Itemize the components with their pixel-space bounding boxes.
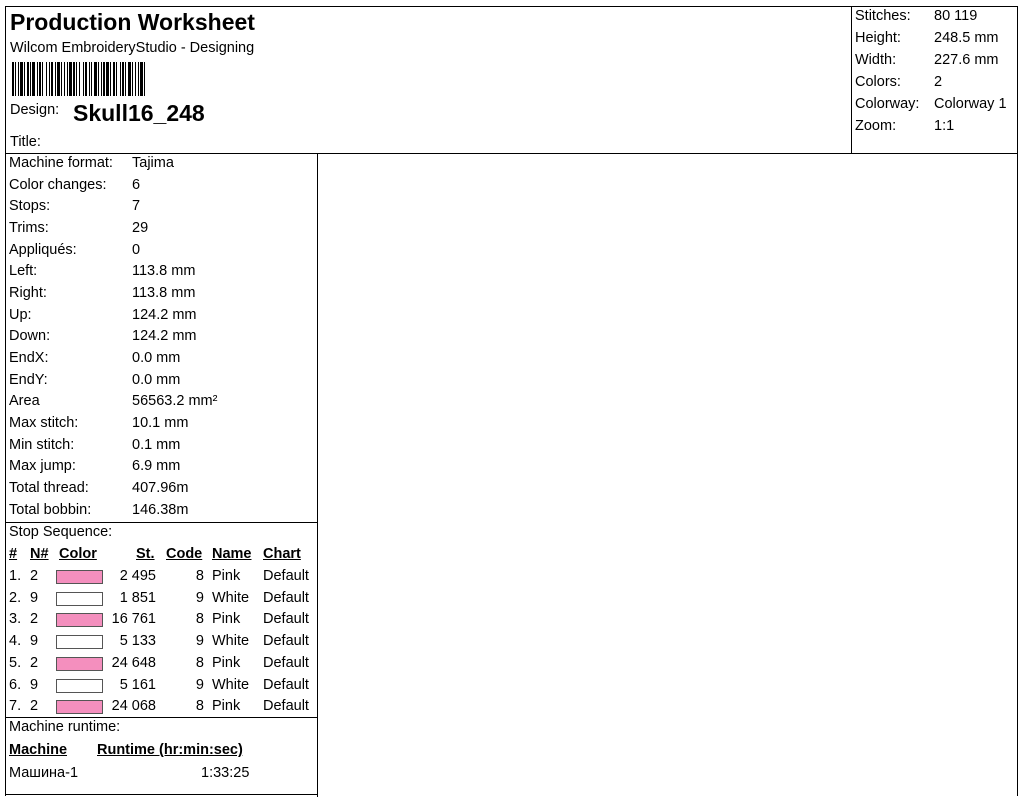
- stop-code: 8: [195, 568, 204, 584]
- barcode-bar: [20, 62, 23, 96]
- barcode-bar: [67, 62, 68, 96]
- stop-stitches: 24 068: [111, 698, 156, 715]
- stop-sequence-caption: Stop Sequence:: [9, 524, 113, 540]
- stop-code: 9: [195, 589, 204, 606]
- stop-number: 4.: [9, 633, 22, 650]
- detail-value: 0.0 mm: [132, 372, 181, 388]
- design-label: Design:: [10, 102, 60, 118]
- summary-value: 2: [934, 74, 943, 90]
- barcode-bar: [73, 62, 75, 96]
- stop-color-name: White: [212, 676, 250, 693]
- divider: [6, 794, 317, 795]
- stop-needle: 9: [30, 633, 39, 650]
- stop-needle: 9: [30, 589, 39, 606]
- barcode-bar: [110, 62, 111, 96]
- stop-chart: Default: [263, 568, 309, 584]
- stop-needle: 9: [30, 676, 39, 693]
- detail-label: Right:: [9, 285, 47, 301]
- machine-details: [6, 153, 317, 523]
- detail-value: 56563.2 mm²: [132, 393, 218, 409]
- summary-label: Height:: [855, 30, 901, 46]
- barcode-bar: [18, 62, 19, 96]
- stop-needle: 2: [30, 654, 39, 671]
- stop-stitches: 5 161: [119, 676, 156, 693]
- barcode-bar: [46, 62, 47, 96]
- barcode-bar: [32, 62, 35, 96]
- detail-label: Up:: [9, 307, 32, 323]
- col-header-machine: Machine: [9, 742, 68, 758]
- barcode-bar: [94, 62, 97, 96]
- stop-needle: 2: [30, 568, 39, 584]
- stop-code: 9: [195, 633, 204, 650]
- barcode-bar: [83, 62, 84, 96]
- summary-value: 248.5 mm: [934, 30, 999, 46]
- machine-runtime: [6, 718, 317, 797]
- barcode-bar: [132, 62, 133, 96]
- stop-needle: 2: [30, 611, 39, 628]
- col-header-color: Color: [59, 546, 97, 562]
- stop-stitches: 1 851: [119, 589, 156, 606]
- detail-value: 7: [132, 198, 141, 214]
- col-header-num: #: [9, 546, 18, 562]
- detail-value: 124.2 mm: [132, 307, 197, 323]
- stop-stitches: 2 495: [119, 568, 156, 584]
- barcode-bar: [42, 62, 43, 96]
- detail-value: Tajima: [132, 155, 174, 171]
- barcode-bar: [128, 62, 131, 96]
- design-name: Skull16_248: [73, 100, 205, 126]
- detail-label: Max stitch:: [9, 415, 79, 431]
- detail-label: Appliqués:: [9, 242, 77, 258]
- stop-color-name: White: [212, 589, 250, 606]
- barcode-bar: [24, 62, 25, 96]
- barcode-bar: [49, 62, 50, 96]
- detail-label: Min stitch:: [9, 437, 75, 453]
- detail-value: 113.8 mm: [132, 285, 196, 301]
- detail-label: Machine format:: [9, 155, 113, 171]
- detail-value: 146.38m: [132, 502, 189, 518]
- detail-value: 0.1 mm: [132, 437, 181, 453]
- barcode-bar: [122, 62, 124, 96]
- barcode-bar: [12, 62, 14, 96]
- left-column: [6, 153, 318, 797]
- barcode-bar: [103, 62, 105, 96]
- col-header-code: Code: [166, 546, 203, 562]
- barcode-bar: [30, 62, 31, 96]
- barcode-bar: [27, 62, 29, 96]
- barcode-bar: [125, 62, 126, 96]
- stop-chart: Default: [263, 633, 309, 650]
- detail-label: Down:: [9, 328, 51, 344]
- barcode-bar: [37, 62, 38, 96]
- barcode-bar: [76, 62, 77, 96]
- barcode-bar: [55, 62, 56, 96]
- barcode-bar: [91, 62, 92, 96]
- detail-label: EndY:: [9, 372, 48, 388]
- stop-stitches: 24 648: [111, 654, 156, 671]
- barcode-bar: [89, 62, 90, 96]
- summary-label: Colorway:: [855, 96, 920, 112]
- stop-code: 8: [195, 698, 204, 715]
- stop-code: 8: [195, 611, 204, 628]
- stop-chart: Default: [263, 698, 309, 715]
- detail-label: Area: [9, 393, 40, 409]
- stop-chart: Default: [263, 589, 309, 606]
- barcode-bar: [39, 62, 41, 96]
- summary-label: Colors:: [855, 74, 901, 90]
- stop-stitches: 16 761: [111, 611, 156, 628]
- barcode-bar: [113, 62, 115, 96]
- stop-color-name: Pink: [212, 568, 241, 584]
- summary-label: Zoom:: [855, 118, 897, 134]
- detail-value: 0: [132, 242, 141, 258]
- summary-label: Width:: [855, 52, 897, 68]
- worksheet-header: [6, 7, 1017, 154]
- detail-value: 10.1 mm: [132, 415, 189, 431]
- detail-value: 124.2 mm: [132, 328, 197, 344]
- stop-color-name: White: [212, 633, 250, 650]
- runtime-caption: Machine runtime:: [9, 719, 121, 735]
- title-label: Title:: [10, 134, 41, 150]
- barcode-bar: [85, 62, 87, 96]
- barcode-bar: [79, 62, 80, 96]
- barcode-bar: [120, 62, 121, 96]
- production-worksheet: [5, 6, 1018, 796]
- stop-number: 2.: [9, 589, 22, 606]
- stop-number: 5.: [9, 654, 22, 671]
- detail-value: 29: [132, 220, 149, 236]
- runtime-value: 1:33:25: [201, 765, 250, 781]
- stop-color-name: Pink: [212, 698, 241, 715]
- barcode-bar: [61, 62, 62, 96]
- stop-code: 9: [195, 676, 204, 693]
- barcode-bar: [57, 62, 60, 96]
- stop-color-name: Pink: [212, 611, 241, 628]
- col-header-needle: N#: [30, 546, 49, 562]
- page-title: Production Worksheet: [10, 9, 255, 35]
- stop-code: 8: [195, 654, 204, 671]
- barcode-bar: [51, 62, 53, 96]
- barcode-bar: [144, 62, 145, 96]
- stop-color-name: Pink: [212, 654, 241, 671]
- barcode-bar: [106, 62, 109, 96]
- summary-value: 1:1: [934, 118, 955, 134]
- detail-value: 0.0 mm: [132, 350, 181, 366]
- summary-value: 80 119: [934, 8, 978, 24]
- stop-number: 1.: [9, 568, 22, 584]
- summary-value: 227.6 mm: [934, 52, 999, 68]
- barcode-bar: [116, 62, 117, 96]
- detail-label: Color changes:: [9, 177, 107, 193]
- detail-label: Total thread:: [9, 480, 89, 496]
- col-header-name: Name: [212, 546, 252, 562]
- summary-value: Colorway 1: [934, 96, 1007, 112]
- detail-value: 407.96m: [132, 480, 189, 496]
- barcode-bar: [69, 62, 72, 96]
- stop-number: 7.: [9, 698, 22, 715]
- stop-needle: 2: [30, 698, 39, 715]
- detail-value: 113.8 mm: [132, 263, 196, 279]
- stop-stitches: 5 133: [119, 633, 156, 650]
- stop-chart: Default: [263, 676, 309, 693]
- barcode-bar: [98, 62, 99, 96]
- stop-chart: Default: [263, 654, 309, 671]
- detail-label: EndX:: [9, 350, 49, 366]
- summary-panel: [851, 7, 1017, 153]
- barcode-bar: [135, 62, 136, 96]
- summary-label: Stitches:: [855, 8, 911, 24]
- stop-chart: Default: [263, 611, 309, 628]
- barcode-bar: [101, 62, 102, 96]
- col-header-runtime: Runtime (hr:min:sec): [97, 742, 243, 758]
- detail-label: Total bobbin:: [9, 502, 92, 518]
- detail-label: Max jump:: [9, 458, 76, 474]
- detail-value: 6: [132, 177, 141, 193]
- detail-label: Stops:: [9, 198, 51, 214]
- stop-number: 3.: [9, 611, 22, 628]
- detail-label: Left:: [9, 263, 38, 279]
- barcode-bar: [140, 62, 143, 96]
- barcode-bar: [15, 62, 16, 96]
- barcode-bar: [64, 62, 65, 96]
- barcode-image: [12, 62, 240, 96]
- detail-value: 6.9 mm: [132, 458, 181, 474]
- col-header-chart: Chart: [263, 546, 301, 562]
- software-name: Wilcom EmbroideryStudio - Designing: [10, 40, 255, 56]
- barcode-bar: [138, 62, 139, 96]
- stop-sequence: [6, 523, 317, 718]
- detail-label: Trims:: [9, 220, 49, 236]
- col-header-stitches: St.: [136, 546, 155, 562]
- stop-number: 6.: [9, 676, 22, 693]
- runtime-machine-name: Машина-1: [9, 765, 79, 781]
